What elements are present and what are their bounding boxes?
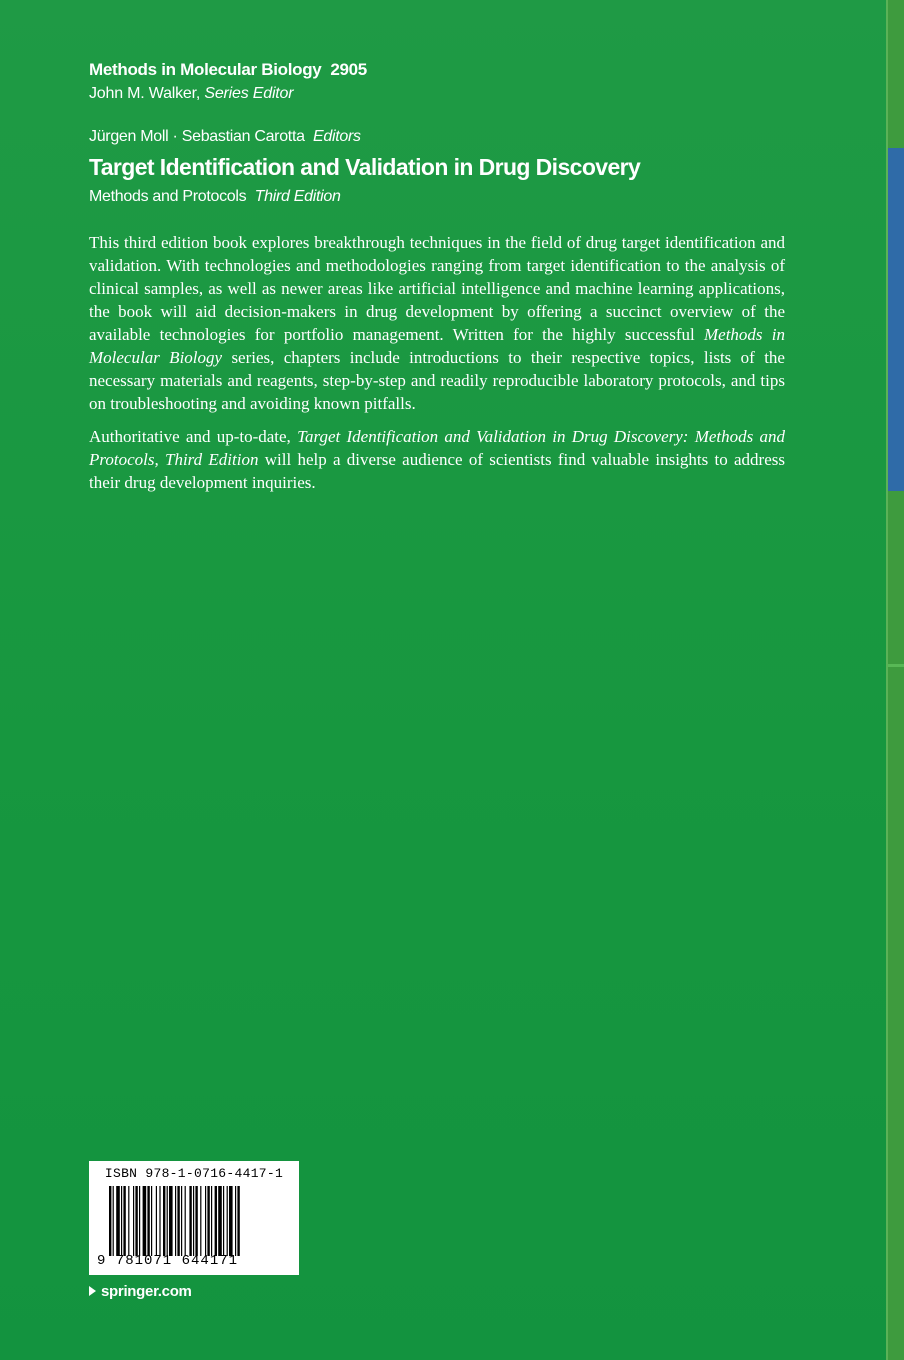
description-p2-title-italic: Target Identification and Validation in Drug Discovery: Methods and Protocols, Third Edition xyxy=(89,427,785,469)
barcode-bar xyxy=(227,1186,228,1256)
barcode-bar xyxy=(207,1186,209,1256)
spine-blue-band xyxy=(888,148,904,491)
editor-names: Jürgen Moll · Sebastian Carotta xyxy=(89,128,305,145)
book-subtitle-line xyxy=(89,186,341,208)
barcode-bar xyxy=(167,1186,168,1256)
barcode-bar xyxy=(159,1186,160,1256)
barcode-bar xyxy=(215,1186,217,1256)
series-editor-line xyxy=(89,82,367,106)
barcode-bar xyxy=(139,1186,140,1256)
book-description xyxy=(89,231,785,504)
series-number: 2905 xyxy=(330,60,367,79)
barcode-bar xyxy=(195,1186,197,1256)
barcode-bar xyxy=(237,1186,239,1256)
barcode-bar xyxy=(185,1186,186,1256)
barcode-bar xyxy=(200,1186,201,1256)
barcode-bar xyxy=(205,1186,206,1256)
description-p2-text: Authoritative and up-to-date, xyxy=(89,427,291,446)
barcode-bar xyxy=(123,1186,125,1256)
series-editor-name: John M. Walker, xyxy=(89,85,201,102)
barcode-bar xyxy=(229,1186,233,1256)
barcode-bar xyxy=(143,1186,147,1256)
barcode-bar xyxy=(189,1186,191,1256)
barcode-bar xyxy=(128,1186,129,1256)
barcode-bar xyxy=(113,1186,114,1256)
description-paragraph-2 xyxy=(89,425,785,494)
description-p1-text: This third edition book explores breakthrough techniques in the field of drug target identification and validation. With technologies and methodologies ranging from target identification to the analysis of clinical samples, as well as newer areas like artificial intelligence and machine learning applications, the book will aid decision-makers in drug development by offering a succinct overview of the available technologies for portfolio management. Written for the highly successful xyxy=(89,233,785,344)
book-edition: Third Edition xyxy=(254,188,341,205)
book-title: Target Identification and Validation in Drug Discovery xyxy=(89,154,641,180)
editors-line xyxy=(89,126,361,148)
spine-mark xyxy=(888,664,904,667)
series-editor-role: Series Editor xyxy=(204,85,294,102)
series-header xyxy=(89,58,367,106)
series-name: Methods in Molecular Biology xyxy=(89,60,322,79)
isbn-label: ISBN 978-1-0716-4417-1 xyxy=(104,1166,284,1181)
isbn-barcode xyxy=(89,1161,299,1275)
barcode-bar xyxy=(109,1186,111,1256)
barcode-bar xyxy=(177,1186,179,1256)
barcode-bar xyxy=(211,1186,212,1256)
book-subtitle: Methods and Protocols xyxy=(89,188,247,205)
arrow-right-icon xyxy=(89,1286,96,1296)
description-p2-text-continued: will help a diverse audience of scientists find valuable insights to address their drug development inquiries. xyxy=(89,450,785,492)
barcode-bar xyxy=(156,1186,157,1256)
barcode-bar xyxy=(169,1186,173,1256)
barcode-bar xyxy=(163,1186,165,1256)
barcode-bar xyxy=(235,1186,236,1256)
barcode-bar xyxy=(121,1186,122,1256)
barcode-bar xyxy=(175,1186,176,1256)
description-p1-series-italic: Methods in Molecular Biology xyxy=(89,325,785,367)
barcode-bar xyxy=(181,1186,182,1256)
barcode-bar xyxy=(135,1186,137,1256)
barcode-digits: 9 781071 644171 xyxy=(97,1253,239,1269)
barcode-bar xyxy=(116,1186,120,1256)
series-line xyxy=(89,58,367,82)
barcode-bar xyxy=(218,1186,222,1256)
barcode-bars xyxy=(109,1186,281,1256)
publisher-url: springer.com xyxy=(101,1283,192,1300)
publisher-link[interactable] xyxy=(89,1283,192,1300)
barcode-bar xyxy=(193,1186,194,1256)
barcode-bar xyxy=(147,1186,149,1256)
description-paragraph-1 xyxy=(89,231,785,415)
barcode-bar xyxy=(151,1186,152,1256)
barcode-bar xyxy=(133,1186,134,1256)
barcode-bar xyxy=(223,1186,224,1256)
editors-role: Editors xyxy=(313,128,361,145)
description-p1-text-continued: series, chapters include introductions to their respective topics, lists of the necessary materials and reagents, step-by-step and readily reproducible laboratory protocols, and tips on troubleshooting and avoiding known pitfalls. xyxy=(89,348,785,413)
